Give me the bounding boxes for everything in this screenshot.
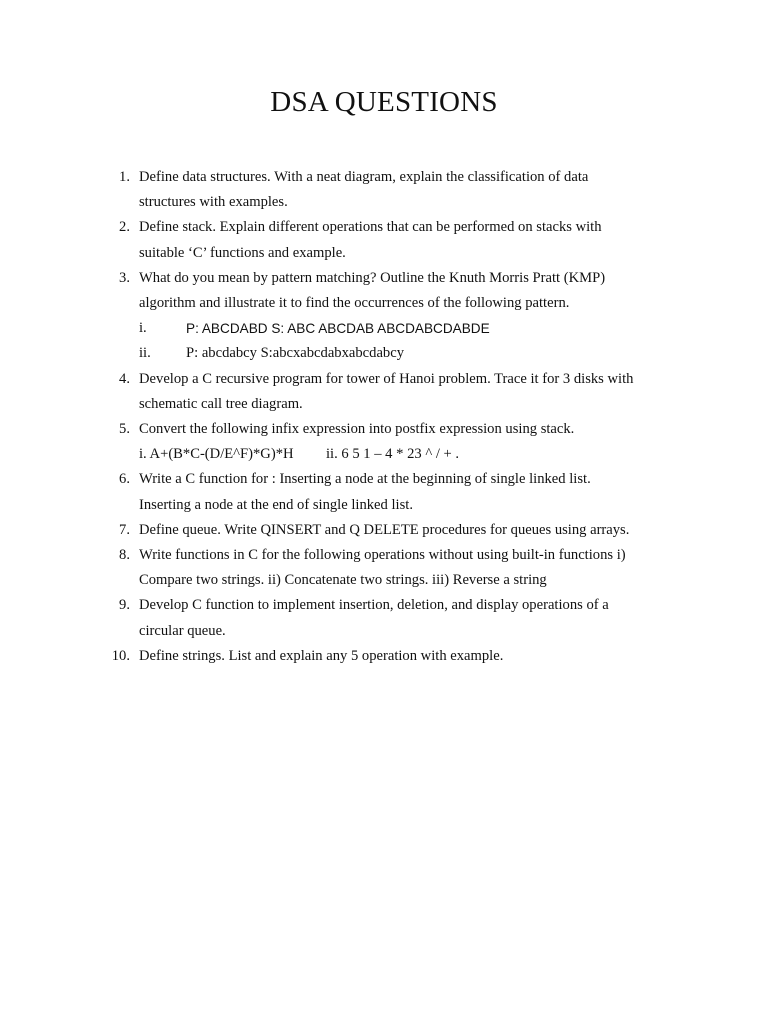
question-item-6 [0,467,768,517]
question-item-7 [0,518,768,543]
sub-item-text: P: abcdabcy S:abcxabcdabxabcdabcy [186,345,405,362]
question-list [0,165,768,669]
question-text-line: algorithm and illustrate it to find the occurrences of the following pattern. [139,295,570,312]
question-text-line: Develop C function to implement insertion, deletion, and display operations of a [139,597,609,614]
expression-row [0,442,768,467]
question-number: 8. [119,547,130,563]
question-item-2 [0,215,768,265]
question-text-line: What do you mean by pattern matching? Outline the Knuth Morris Pratt (KMP) [139,269,606,286]
question-text-line: structures with examples. [139,194,288,211]
sub-item-ii [0,341,768,366]
sub-item-i [0,316,768,341]
question-text-line: Write a C function for : Inserting a node at the beginning of single linked list. [139,471,591,488]
question-text-line: circular queue. [139,622,226,639]
question-number: 2. [119,219,130,236]
question-text-line: Define data structures. With a neat diagram, explain the classification of data [139,169,589,185]
question-item-8 [0,543,768,593]
question-text-line: Define queue. Write QINSERT and Q DELETE procedures for queues using arrays. [139,521,630,538]
question-text-line: suitable ‘C’ functions and example. [139,244,346,261]
sub-item-text: P: ABCDABD S: ABC ABCDAB ABCDABCDABDE [186,321,490,337]
question-number: 9. [119,597,130,614]
question-text-line: Develop a C recursive program for tower of Hanoi problem. Trace it for 3 disks with [139,370,634,387]
question-item-10 [0,644,768,669]
page-title: DSA QUESTIONS [270,86,498,118]
question-item-3 [0,266,768,367]
question-text-line: Define stack. Explain different operations that can be performed on stacks with [139,219,602,236]
question-number: 10. [111,647,130,664]
question-number: 6. [119,471,130,488]
question-item-1 [0,165,768,215]
question-text-line: Compare two strings. ii) Concatenate two strings. iii) Reverse a string [139,572,547,589]
question-number: 1. [119,169,130,185]
question-item-5 [0,417,768,467]
question-number: 3. [119,269,130,286]
question-number: 5. [119,421,130,437]
question-text-line: Write functions in C for the following operations without using built-in functions i) [139,547,626,563]
question-text-line: Inserting a node at the end of single linked list. [139,496,413,513]
question-text-line: Define strings. List and explain any 5 operation with example. [139,647,504,664]
question-text-line: schematic call tree diagram. [139,395,303,412]
question-number: 4. [119,370,130,387]
sub-item-number: ii. [139,345,151,362]
question-number: 7. [119,521,130,538]
sub-item-number: i. [139,320,147,337]
infix-expression: i. A+(B*C-(D/E^F)*G)*H [139,446,294,463]
question-text-line: Convert the following infix expression into postfix expression using stack. [139,421,575,437]
postfix-expression: ii. 6 5 1 – 4 * 23 ^ / + . [326,446,460,463]
question-item-4 [0,367,768,417]
question-item-9 [0,593,768,643]
